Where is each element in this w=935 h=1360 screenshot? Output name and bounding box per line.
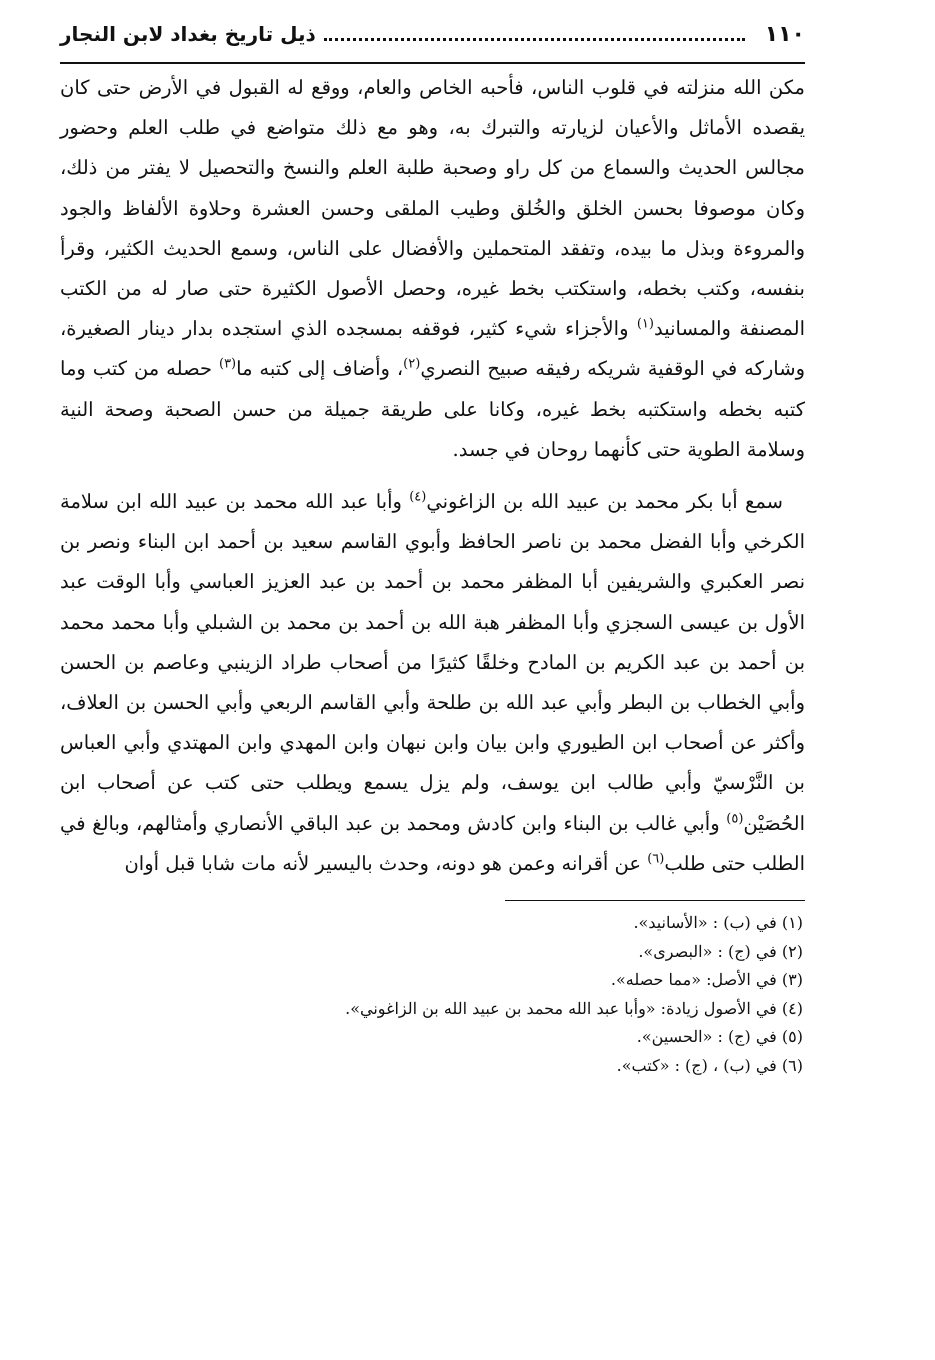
running-title: ذيل تاريخ بغداد لابن النجار [60,22,316,46]
running-header [60,22,805,64]
main-text [60,68,805,884]
text-run: حصله من كتب وما كتبه بخطه واستكتبه بخط غيره، وكانا على طريقة جميلة من حسن الصحبة وصحة النية وسلامة الطوية حتى كأنهما روحان في جسد. [60,357,805,461]
footnote-separator [505,900,805,901]
footnote-reference: (٦) [647,851,665,867]
footnote-reference: (٥) [726,811,744,827]
text-run: والأجزاء شيء كثير، فوقفه بمسجده الذي استجده بدار دينار الصغيرة، وشاركه في الوقفية شريكه رفيقه صبيح النصري [60,317,806,381]
footnote-reference: (١) [636,316,654,332]
text-run: عن أقرانه وعمن هو دونه، وحدث باليسير لأنه مات شابا قبل أوان [124,851,648,875]
footnote: (١) في (ب) : «الأسانيد». [633,913,803,933]
footnote: (٢) في (ج) : «البصرى». [638,941,803,961]
footnote-reference: (٣) [218,356,237,372]
book-page [60,22,805,1080]
text-run: ، وأضاف إلى كتبه ما [236,357,404,381]
footnote: (٤) في الأصول زيادة: «وأبا عبد الله محمد بن عبيد الله بن الزاغوني». [345,998,803,1018]
header-dot-leader [324,28,745,41]
text-run: وأبي غالب بن البناء وابن كادش ومحمد بن عبد الباقي الأنصاري وأمثالهم، وبالغ في الطلب حتى طلب [60,811,805,875]
text-run: وأبا عبد الله محمد بن عبيد الله ابن سلامة الكرخي وأبا الفضل محمد بن ناصر الحافظ وأبوي القاسم سعيد بن أحمد ابن البناء ونصر بن نصر العكبري والشريفين أبا المظفر محمد بن أحمد بن عبد العزيز العباسي وأبا الوقت عبد الأول بن عيسى السجزي وأبا المظفر هبة الله بن أحمد بن محمد بن الشبلي وأبا محمد محمد بن أحمد بن عبد الكريم بن المادح وخلقًا كثيرًا من أصحاب طراد الزينبي وعاصم بن الحسن وأبي الخطاب بن البطر وأبي عبد الله بن طلحة وأبي القاسم الربعي وأبي الحسن بن العلاف، وأكثر عن أصحاب ابن الطيوري وابن بيان وابن نبهان وابن المهدي وابن المهتدي وأبي العباس بن النَّرْسيّ وأبي طالب ابن يوسف، ولم يزل يسمع ويطلب حتى كتب عن أصحاب ابن الحُصَيْن [60,490,805,835]
page-number: ١١٠ [764,22,805,47]
footnote-reference: (٤) [409,489,427,505]
paragraph [60,68,805,470]
footnote-reference: (٢) [403,356,421,372]
footnote: (٦) في (ب) ، (ج) : «كتب». [616,1055,803,1075]
footnote: (٣) في الأصل: «مما حصله». [610,970,803,990]
text-run: سمع أبا بكر محمد بن عبيد الله بن الزاغوني [426,490,783,514]
footnotes-list [60,909,805,1080]
paragraph [60,482,805,884]
footnote: (٥) في (ج) : «الحسين». [636,1027,803,1047]
text-run: مكن الله منزلته في قلوب الناس، فأحبه الخاص والعام، ووقع له القبول في الأرض حتى كان يقصده الأماثل والأعيان لزيارته والتبرك به، وهو مع ذلك متواضع في طلب العلم وحضور مجالس الحديث والسماع من كل راو وصحبة طلبة العلم والنسخ والتحصيل لا يفتر من ذلك، وكان موصوفا بحسن الخلق والخُلق وطيب الملقى وحسن العشرة وحلاوة الألفاظ والجود والمروءة وبذل ما بيده، وتفقد المتحملين والأفضال على الناس، وسمع الحديث الكثير، وقرأ بنفسه، وكتب بخطه، واستكتب بخط غيره، وحصل الأصول الكثيرة حتى صار له من الكتب المصنفة والمسانيد [60,76,805,341]
